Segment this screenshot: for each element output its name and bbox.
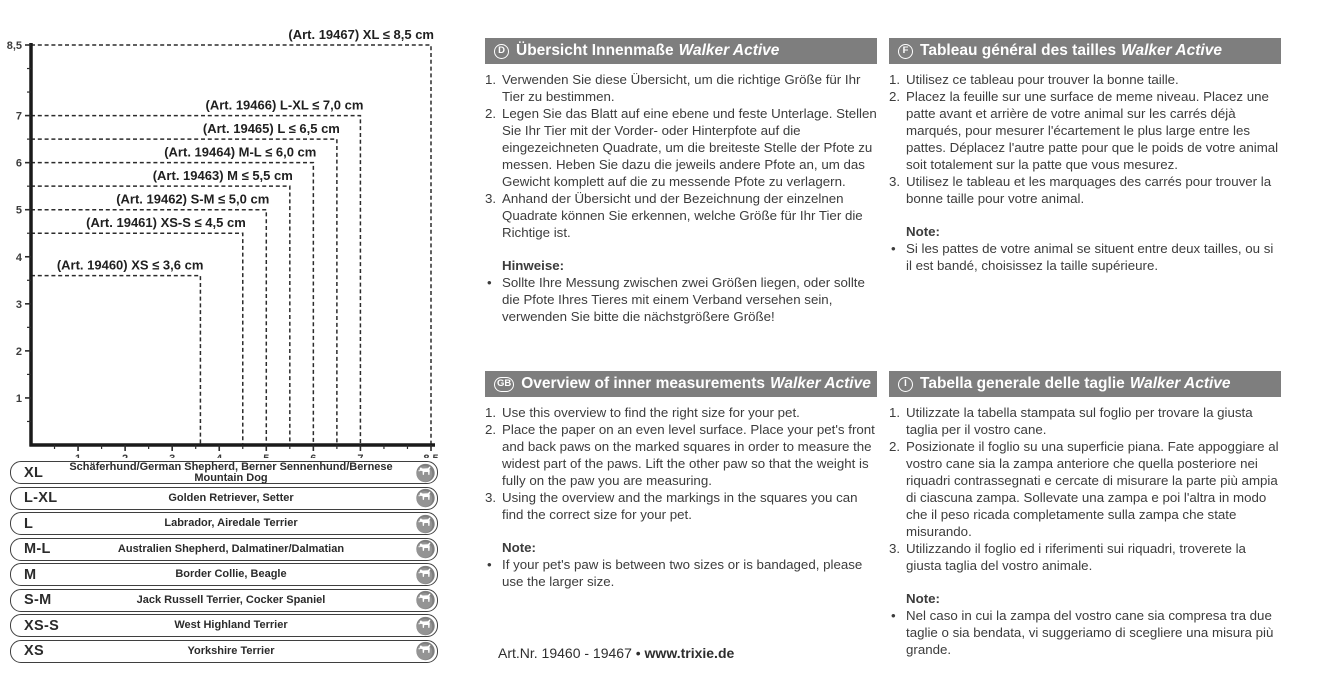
dog-icon [415,488,436,509]
breed-examples-label: Schäferhund/German Shepherd, Berner Sennenhund/Bernese Mountain Dog [69,460,393,484]
size-table-row-XL [10,461,438,484]
instruction-step: 3. Utilizzando il foglio ed i riferimenti sui riquadri, troverete la giusta taglia del vostro animale. [889,541,1246,574]
y-tick-label: 1 [15,392,22,405]
size-code-label: XS [24,643,44,659]
article-number-range: Art.Nr. 19460 - 19467 • [498,645,641,661]
note-heading: Hinweise: [502,258,565,274]
x-tick-label [357,453,363,458]
x-tick-label [75,453,81,458]
note-heading: Note: [906,224,940,240]
dog-silhouette-icon [415,564,436,585]
size-square-label-XL: (Art. 19467) XL ≤ 8,5 cm [288,27,434,42]
footer-article-info [498,645,734,661]
x-tick-label [263,453,269,458]
instruction-step: 2. Legen Sie das Blatt auf eine ebene und feste Unterlage. Stellen Sie Ihr Tier mit der Vorder- oder Hinterpfote auf die eingezeichneten Quadrate, um die breiteste Stelle der Pfote zu messen. Heben Sie dazu die jeweils andere Pfote an, um das Gewicht komplett auf die zu messende Pfote zu verlagern. [485,106,877,190]
section-title: Übersicht Innenmaße Walker Active [516,42,780,59]
dog-icon [415,539,436,560]
size-square-label-M: (Art. 19463) M ≤ 5,5 cm [152,168,293,184]
note-item: • Sollte Ihre Messung zwischen zwei Größen liegen, oder sollte die Pfote Ihres Tieres mit einem Verband versehen sein, verwenden Sie bitte die nächstgrößere Größe! [487,275,865,325]
size-breed-table [10,461,438,665]
size-square-label-L: (Art. 19465) L ≤ 6,5 cm [202,121,340,137]
section-header-italian [889,371,1281,397]
instruction-step: 3. Anhand der Übersicht und der Bezeichnung der einzelnen Quadrate können Sie erkennen, welche Größe für Ihr Tier die Richtige ist. [485,191,863,241]
dog-icon [415,462,436,483]
size-code-label: L-XL [24,490,58,506]
breed-examples-label: Yorkshire Terrier [187,644,275,657]
y-tick-label: 3 [15,298,22,311]
size-square-L-XL [31,116,360,445]
dog-icon [415,564,436,585]
note-item: • If your pet's paw is between two sizes or is bandaged, please use the larger size. [487,557,863,590]
y-tick-label: 7 [15,110,22,123]
dog-silhouette-icon [415,590,436,611]
x-tick-label [122,453,128,458]
size-square-label-XS: (Art. 19460) XS ≤ 3,6 cm [56,257,204,273]
lang-badge-d-icon: D [494,44,509,59]
y-tick-label: 8,5 [6,40,22,52]
dog-icon [415,590,436,611]
breed-examples-label: Border Collie, Beagle [175,568,287,580]
dog-silhouette-icon [415,488,436,509]
size-table-row-L-XL [10,487,438,510]
dog-silhouette-icon [415,641,436,662]
section-german [485,38,877,325]
x-tick-label [310,453,316,458]
section-title: Tableau général des tailles Walker Active [920,42,1222,59]
note-item: • Si les pattes de votre animal se situent entre deux tailles, ou si il est bandé, choisissez la taille supérieure. [891,241,1274,274]
size-table-row-XS-S [10,614,438,637]
dog-silhouette-icon [415,615,436,636]
size-square-label-L-XL: (Art. 19466) L-XL ≤ 7,0 cm [205,97,364,113]
size-square-label-XS-S: (Art. 19461) XS-S ≤ 4,5 cm [86,215,246,231]
dog-silhouette-icon [415,513,436,534]
instruction-step: 3. Utilisez le tableau et les marquages des carrés pour trouver la bonne taille pour votre animal. [889,174,1272,207]
dog-icon [415,615,436,636]
size-code-label: XS-S [24,617,60,634]
section-header-english [485,371,877,397]
size-code-label: XL [24,464,44,481]
note-heading: Note: [502,540,536,556]
x-tick-label [216,453,223,458]
size-square-S-M [31,210,266,445]
dog-icon [415,641,436,662]
size-code-label: M [24,566,37,583]
website-url: www.trixie.de [644,645,735,661]
size-table-row-XS [10,640,438,663]
size-code-label: S-M [24,592,52,608]
instruction-step: 1. Use this overview to find the right size for your pet. [485,405,800,420]
lang-badge-f-icon: F [898,44,913,59]
section-title: Tabella generale delle taglie Walker Active [920,375,1231,392]
dog-silhouette-icon [415,539,436,560]
section-english [485,371,877,590]
instruction-step: 1. Utilisez ce tableau pour trouver la bonne taille. [889,72,1179,87]
section-title: Overview of inner measurements Walker Active [521,375,871,392]
size-code-label: L [24,515,34,532]
size-table-row-M [10,563,438,586]
x-tick-label [169,453,175,458]
dog-icon [415,513,436,534]
x-tick-label [423,453,438,458]
size-table-row-L [10,512,438,535]
dog-silhouette-icon [415,462,436,483]
size-square-label-S-M: (Art. 19462) S-M ≤ 5,0 cm [116,191,270,207]
breed-examples-label: Golden Retriever, Setter [168,491,294,504]
nested-squares-chart-svg [0,0,452,458]
lang-badge-i-icon: I [898,377,913,392]
breed-examples-label: Labrador, Airedale Terrier [164,517,298,529]
size-square-XS [31,276,200,445]
size-measurement-chart [0,0,452,458]
size-square-label-M-L: (Art. 19464) M-L ≤ 6,0 cm [164,144,317,160]
breed-examples-label: West Highland Terrier [174,619,288,631]
y-tick-label: 6 [15,157,22,170]
note-heading: Note: [906,591,940,607]
section-italian [889,371,1281,658]
instruction-step: 3. Using the overview and the markings in the squares you can find the correct size for your pet. [485,490,858,523]
y-tick-label: 4 [15,251,22,264]
section-french [889,38,1281,274]
size-table-row-S-M [10,589,438,612]
size-code-label: M-L [24,541,51,557]
y-tick-label: 2 [15,345,22,358]
y-tick-label: 5 [15,204,22,217]
lang-badge-gb-icon: GB [494,377,514,392]
instruction-step: 2. Place the paper on an even level surface. Place your pet's front and back paws on the marked squares in order to measure the widest part of the paws. Lift the other paw so that the weight is fully on the paw you are measuring. [485,422,875,489]
breed-examples-label: Australien Shepherd, Dalmatiner/Dalmatian [117,542,345,555]
instruction-step: 2. Posizionate il foglio su una superficie piana. Fate appoggiare al vostro cane sia la zampa anteriore che quella posteriore nei riquadri contrassegnati e cercate di misurare la parte più ampia di ciascuna zampa. Sollevate una zampa e poi l'altra in modo che il peso ricada completamente sulla zampa che state misurando. [889,439,1279,540]
instruction-step: 1. Verwenden Sie diese Übersicht, um die richtige Größe für Ihr Tier zu bestimmen. [485,72,861,105]
instruction-step: 2. Placez la feuille sur une surface de meme niveau. Placez une patte avant et arrière de votre animal sur les carrés déjà marqués, pour mesurer l'écartement le plus large entre les pattes. Déplacez l'autre patte pour que le poids de votre animal soit totalement sur la patte que vous mesurez. [889,89,1279,173]
note-item: • Nel caso in cui la zampa del vostro cane sia compresa tra due taglie o sia bendata, vi suggeriamo di scegliere una misura più grande. [891,608,1274,658]
breed-examples-label: Jack Russell Terrier, Cocker Spaniel [136,593,326,606]
size-table-row-M-L [10,538,438,561]
section-header-german [485,38,877,64]
size-square-L [31,139,337,445]
section-header-french [889,38,1281,64]
instruction-step: 1. Utilizzate la tabella stampata sul foglio per trovare la giusta taglia per il vostro cane. [889,405,1253,438]
